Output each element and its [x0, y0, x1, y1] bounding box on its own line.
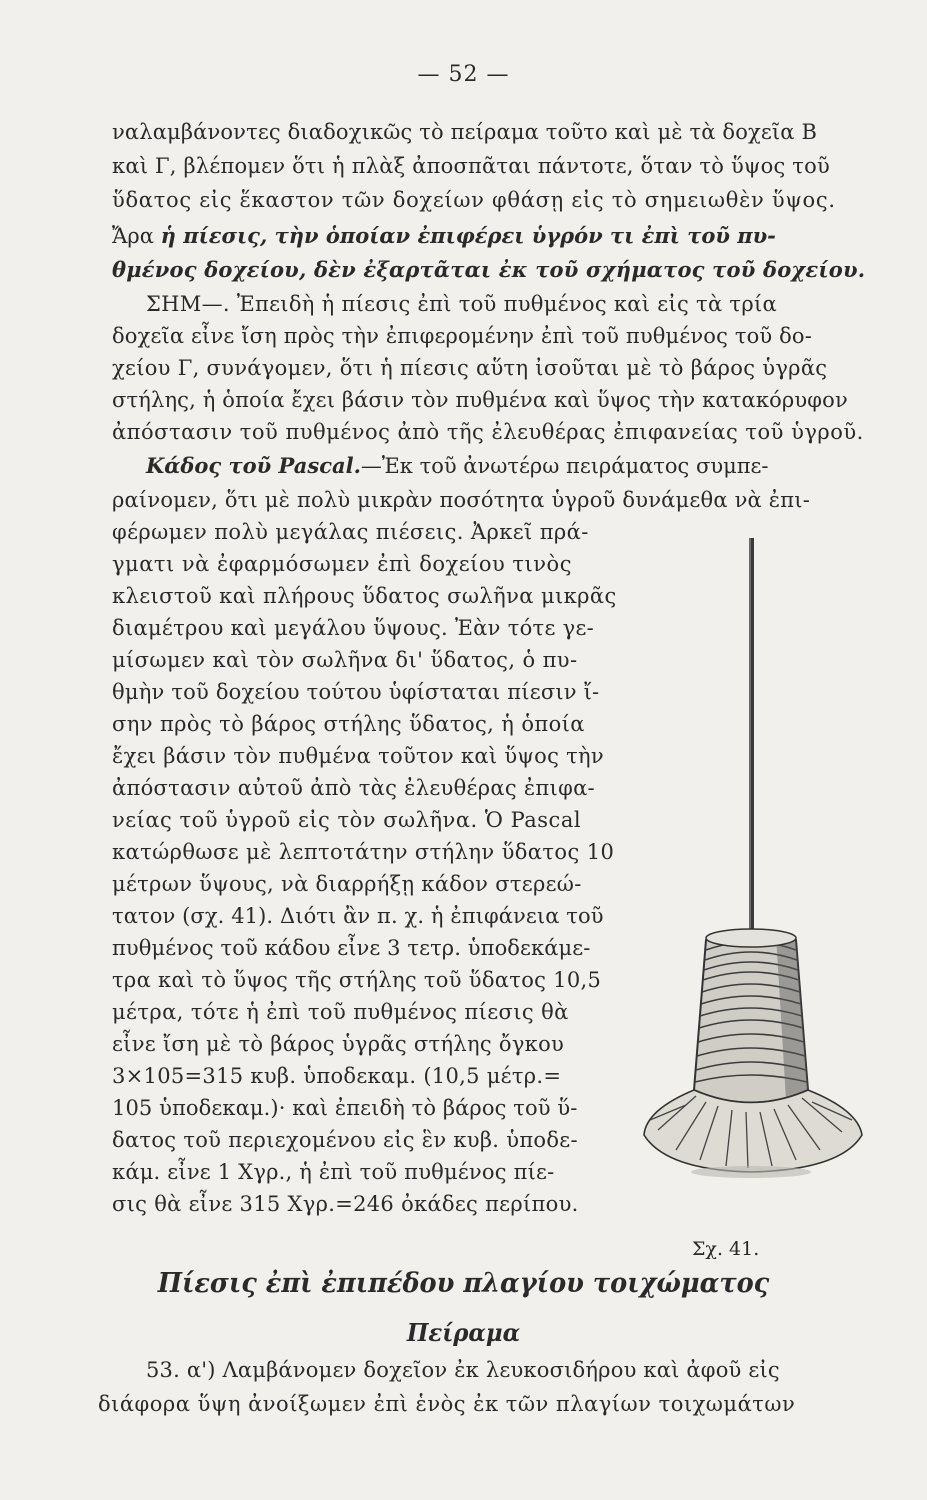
pascal-barrel-illustration — [636, 530, 866, 1250]
conclusion-line — [112, 222, 776, 250]
text-line: 105 ὑποδεκαμ.)· καὶ ἐπειδὴ τὸ βάρος τοῦ ὕ- — [112, 1096, 578, 1120]
text-line: νείας τοῦ ὑγροῦ εἰς τὸν σωλῆνα. Ὁ Pascal — [112, 808, 582, 832]
text-line: κλειστοῦ καὶ πλήρους ὕδατος σωλῆνα μικρᾶς — [112, 584, 617, 608]
note-line: στήλης, ἡ ὁποία ἔχει βάσιν τὸν πυθμένα καὶ ὕψος τὴν κατακόρυφον — [112, 388, 848, 412]
text-line: πυθμένος τοῦ κάδου εἶνε 3 τετρ. ὑποδεκάμε- — [112, 936, 591, 960]
subsection-title: Πείραμα — [406, 1318, 521, 1347]
note-line: χείου Γ, συνάγομεν, ὅτι ἡ πίεσις αὕτη ἰσοῦται μὲ τὸ βάρος ὑγρᾶς — [112, 356, 828, 380]
text-line: γματι νὰ ἐφαρμόσωμεν ἐπὶ δοχείου τινὸς — [112, 552, 572, 576]
text-line: δατος τοῦ περιεχομένου εἰς ἓν κυβ. ὑποδε- — [112, 1128, 578, 1152]
text-line: ἔχει βάσιν τὸν πυθμένα τοῦτον καὶ ὕψος τὴν — [112, 744, 605, 768]
text-line: ναλαμβάνοντες διαδοχικῶς τὸ πείραμα τοῦτο καὶ μὲ τὰ δοχεῖα Β — [112, 120, 818, 144]
text-line: 3×105=315 κυβ. ὑποδεκαμ. (10,5 μέτρ.= — [112, 1064, 562, 1088]
text-line: τρα καὶ τὸ ὕψος τῆς στήλης τοῦ ὕδατος 10,5 — [112, 968, 602, 992]
conclusion-prefix: Ἄρα — [112, 224, 154, 248]
note-line: ἀπόστασιν τοῦ πυθμένος ἀπὸ τῆς ἐλευθέρας ἐπιφανείας τοῦ ὑγροῦ. — [112, 420, 864, 444]
text-line: μέτρα, τότε ἡ ἐπὶ τοῦ πυθμένος πίεσις θὰ — [112, 1000, 569, 1024]
text-line: μέτρων ὕψους, νὰ διαρρήξῃ κάδον στερεώ- — [112, 872, 582, 896]
text-line: μίσωμεν καὶ τὸν σωλῆνα δι' ὕδατος, ὁ πυ- — [112, 648, 578, 672]
text-line: κατώρθωσε μὲ λεπτοτάτην στήλην ὕδατος 10 — [112, 840, 615, 864]
text-line: τατον (σχ. 41). Διότι ἂν π. χ. ἡ ἐπιφάνεια τοῦ — [112, 904, 604, 928]
text-line: διάφορα ὕψη ἀνοίξωμεν ἐπὶ ἑνὸς ἐκ τῶν πλαγίων τοιχωμάτων — [98, 1392, 796, 1416]
pascal-first-line — [146, 452, 769, 480]
note-line: δοχεῖα εἶνε ἴση πρὸς τὴν ἐπιφερομένην ἐπὶ τοῦ πυθμένος τοῦ δο- — [112, 324, 812, 348]
pascal-text: —Ἐκ τοῦ ἀνωτέρω πειράματος συμπε- — [360, 454, 769, 478]
section-title: Πίεσις ἐπὶ ἐπιπέδου πλαγίου τοιχώματος — [157, 1268, 770, 1299]
page-number: — 52 — — [417, 62, 510, 87]
text-line: σις θὰ εἶνε 315 Χγρ.=246 ὀκάδες περίπου. — [112, 1192, 579, 1216]
text-line: σην πρὸς τὸ βάρος στήλης ὕδατος, ἡ ὁποία — [112, 712, 585, 736]
text-line: διαμέτρου καὶ μεγάλου ὕψους. Ἐὰν τότε γε- — [112, 616, 595, 640]
text-line: 53. α') Λαμβάνομεν δοχεῖον ἐκ λευκοσιδήρου καὶ ἀφοῦ εἰς — [146, 1358, 780, 1382]
text-line: κάμ. εἶνε 1 Χγρ., ἡ ἐπὶ τοῦ πυθμένος πίε- — [112, 1160, 555, 1184]
pascal-heading: Κάδος τοῦ Pascal. — [146, 453, 361, 478]
text-line: φέρωμεν πολὺ μεγάλας πιέσεις. Ἀρκεῖ πρά- — [112, 520, 589, 544]
text-line: ἀπόστασιν αὐτοῦ ἀπὸ τὰς ἐλευθέρας ἐπιφα- — [112, 776, 595, 800]
text-line: θμὴν τοῦ δοχείου τούτου ὑφίσταται πίεσιν ἴ- — [112, 680, 600, 704]
text-line: ὕδατος εἰς ἕκαστον τῶν δοχείων φθάσῃ εἰς τὸ σημειωθὲν ὕψος. — [112, 188, 836, 212]
text-line: ραίνομεν, ὅτι μὲ πολὺ μικρὰν ποσότητα ὑγροῦ δυνάμεθα νὰ ἐπι- — [112, 488, 810, 512]
text-line: εἶνε ἴση μὲ τὸ βάρος ὑγρᾶς στήλης ὄγκου — [112, 1032, 565, 1056]
figure-caption: Σχ. 41. — [692, 1238, 760, 1260]
text-line: καὶ Γ, βλέπομεν ὅτι ἡ πλὰξ ἀποσπᾶται πάντοτε, ὅταν τὸ ὕψος τοῦ — [112, 154, 830, 178]
note-line: ΣΗΜ—. Ἐπειδὴ ἡ πίεσις ἐπὶ τοῦ πυθμένος καὶ εἰς τὰ τρία — [146, 292, 778, 316]
conclusion-line: θμένος δοχείου, δὲν ἐξαρτᾶται ἐκ τοῦ σχήματος τοῦ δοχείου. — [112, 257, 866, 282]
conclusion-text: ἡ πίεσις, τὴν ὁποίαν ἐπιφέρει ὑγρόν τι ἐπὶ τοῦ πυ- — [160, 223, 776, 248]
